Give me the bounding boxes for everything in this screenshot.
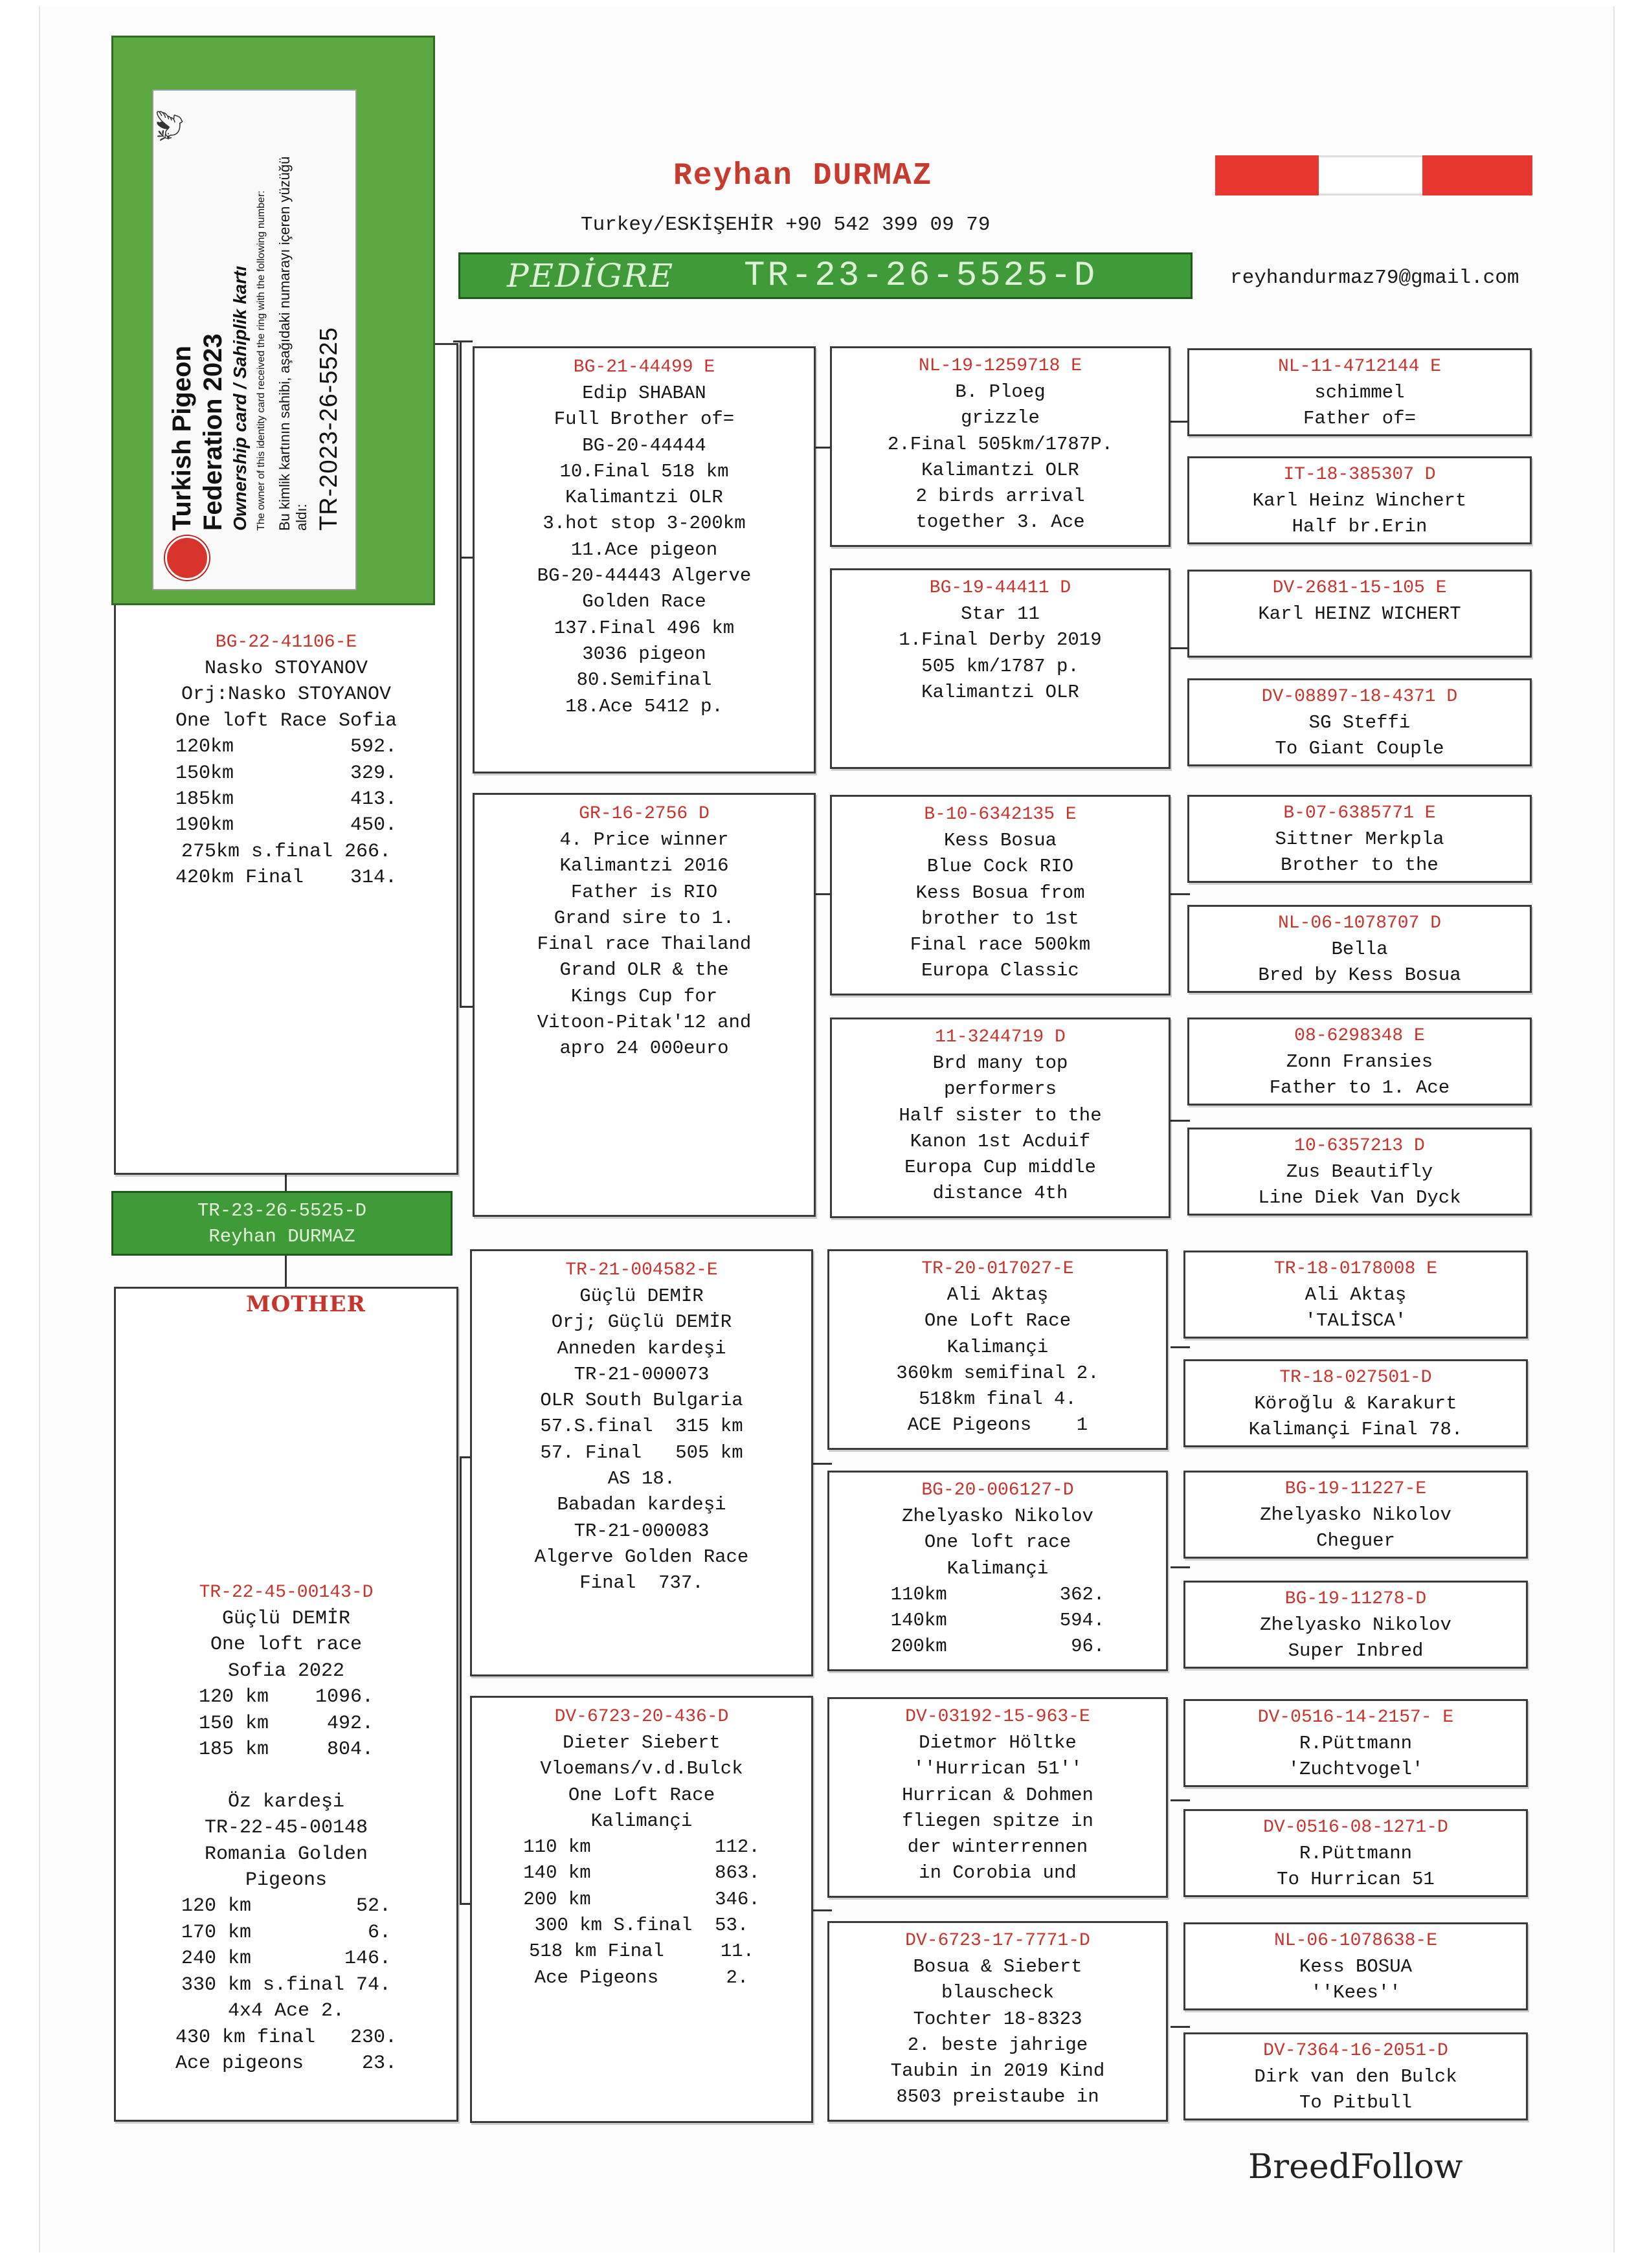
ancestor-box bbox=[1187, 1017, 1532, 1106]
grandparent-ring: DV-6723-20-436-D bbox=[554, 1707, 729, 1727]
detail-line: Ali Aktaş bbox=[947, 1284, 1049, 1306]
ancestor-details bbox=[1189, 827, 1530, 879]
pigeon-icon: 🕊 bbox=[156, 109, 185, 142]
ancestor-ring: BG-19-11278-D bbox=[1284, 1589, 1427, 1609]
detail-line: Father is RIO bbox=[570, 881, 718, 903]
flag-stripe bbox=[1422, 155, 1532, 195]
detail-line: 137.Final 496 km bbox=[554, 617, 735, 639]
detail-line: 170 km 6. bbox=[181, 1921, 392, 1944]
detail-line: Zhelyasko Nikolov bbox=[902, 1506, 1093, 1527]
subject-box bbox=[111, 1191, 453, 1256]
detail-line: fliegen spitze in bbox=[902, 1810, 1093, 1832]
detail-line: Full Brother of= bbox=[554, 408, 735, 430]
ancestor-ring: DV-0516-08-1271-D bbox=[1263, 1818, 1448, 1838]
great-grandparent-ring: B-10-6342135 E bbox=[924, 805, 1077, 825]
connector-line bbox=[460, 557, 474, 559]
ancestor-details bbox=[1189, 601, 1530, 627]
detail-line: blauscheck bbox=[941, 1982, 1055, 2004]
detail-line: Karl Heinz Winchert bbox=[1252, 490, 1467, 511]
detail-line: 2.Final 505km/1787P. bbox=[887, 433, 1114, 455]
detail-line: Ace Pigeons 2. bbox=[534, 1966, 749, 1988]
detail-line: R.Püttmann bbox=[1299, 1843, 1413, 1864]
grandparent-box bbox=[470, 1249, 813, 1676]
ancestor-details bbox=[1185, 1282, 1526, 1335]
detail-line: Grand OLR & the bbox=[559, 959, 729, 981]
mother-details bbox=[116, 1606, 456, 2076]
ancestor-box bbox=[1183, 1471, 1528, 1559]
detail-line: Ace pigeons 23. bbox=[175, 2052, 398, 2074]
detail-line: Grand sire to 1. bbox=[554, 907, 735, 929]
great-grandparent-box bbox=[830, 568, 1171, 769]
connector-line bbox=[1171, 2026, 1190, 2028]
grandparent-details bbox=[475, 827, 814, 1062]
detail-line: Final 737. bbox=[579, 1572, 704, 1594]
great-grandparent-details bbox=[832, 379, 1169, 536]
connector-line bbox=[1171, 893, 1190, 895]
detail-line: OLR South Bulgaria bbox=[540, 1390, 743, 1412]
ancestor-ring: TR-18-027501-D bbox=[1279, 1368, 1432, 1388]
detail-line: 505 km/1787 p. bbox=[921, 655, 1079, 677]
detail-line: R.Püttmann bbox=[1299, 1733, 1413, 1754]
detail-line: 80.Semifinal bbox=[576, 669, 712, 691]
ancestor-box bbox=[1187, 905, 1532, 993]
detail-line: schimmel bbox=[1314, 382, 1405, 403]
grandparent-ring: GR-16-2756 D bbox=[579, 804, 710, 824]
connector-line bbox=[1171, 1566, 1190, 1568]
detail-line: 518km final 4. bbox=[919, 1388, 1077, 1410]
father-ring: BG-22-41106-E bbox=[215, 632, 357, 652]
ancestor-ring: NL-06-1078707 D bbox=[1277, 913, 1442, 933]
detail-line: TR-21-000083 bbox=[574, 1520, 710, 1542]
detail-line: 110km 362. bbox=[890, 1583, 1105, 1605]
ancestor-box bbox=[1187, 795, 1532, 883]
grandparent-box bbox=[473, 793, 816, 1217]
detail-line: Vitoon-Pitak'12 and bbox=[537, 1012, 752, 1034]
detail-line: 57. Final 505 km bbox=[540, 1441, 743, 1463]
detail-line: Cheguer bbox=[1316, 1530, 1395, 1552]
great-grandparent-ring: BG-20-006127-D bbox=[921, 1480, 1074, 1500]
ancestor-ring: B-07-6385771 E bbox=[1283, 803, 1436, 823]
detail-line: Anneden kardeşi bbox=[557, 1337, 726, 1359]
ancestor-box bbox=[1183, 1251, 1528, 1339]
ancestor-details bbox=[1189, 380, 1530, 432]
ownership-card bbox=[111, 36, 435, 605]
detail-line: 3.hot stop 3-200km bbox=[543, 513, 746, 535]
great-grandparent-ring: TR-20-017027-E bbox=[921, 1259, 1074, 1279]
detail-line: 430 km final 230. bbox=[175, 2026, 398, 2049]
ancestor-details bbox=[1189, 937, 1530, 989]
detail-line: 150km 329. bbox=[175, 762, 398, 784]
detail-line: Final race Thailand bbox=[537, 933, 752, 955]
detail-line: Half br.Erin bbox=[1292, 516, 1428, 538]
grandparent-box bbox=[473, 346, 816, 773]
ancestor-ring: DV-7364-16-2051-D bbox=[1263, 2041, 1448, 2061]
great-grandparent-box bbox=[827, 1249, 1168, 1450]
detail-line: Blue Cock RIO bbox=[926, 856, 1074, 878]
connector-line bbox=[285, 1173, 287, 1192]
detail-line: Brd many top bbox=[932, 1052, 1068, 1074]
ancestor-ring: 10-6357213 D bbox=[1294, 1136, 1425, 1156]
detail-line: Köroğlu & Karakurt bbox=[1254, 1393, 1457, 1414]
detail-line: ''Hurrican 51'' bbox=[913, 1758, 1082, 1780]
mother-box bbox=[114, 1287, 458, 2122]
detail-line: 140km 594. bbox=[890, 1610, 1105, 1632]
detail-line: Dietmor Höltke bbox=[919, 1732, 1077, 1753]
connector-line bbox=[812, 1463, 832, 1465]
detail-line: Golden Race bbox=[582, 591, 706, 613]
detail-line: 330 km s.final 74. bbox=[181, 1973, 392, 1996]
detail-line: Line Diek Van Dyck bbox=[1258, 1187, 1461, 1209]
detail-line: performers bbox=[943, 1078, 1057, 1100]
pedigree-word: PEDİGRE bbox=[507, 257, 675, 295]
detail-line: Zhelyasko Nikolov bbox=[1260, 1614, 1451, 1636]
great-grandparent-details bbox=[829, 1730, 1166, 1887]
flag-stripe bbox=[1215, 155, 1319, 195]
detail-line: 120 km 1096. bbox=[198, 1686, 374, 1709]
detail-line: 1.Final Derby 2019 bbox=[899, 629, 1102, 651]
great-grandparent-box bbox=[827, 1697, 1168, 1898]
ancestor-ring: BG-19-11227-E bbox=[1284, 1479, 1427, 1499]
great-grandparent-ring: NL-19-1259718 E bbox=[918, 356, 1082, 376]
card-note-en: The owner of this identity card received the ring with the following number: bbox=[256, 190, 267, 531]
detail-line: der winterrennen bbox=[907, 1836, 1088, 1858]
detail-line: Kalimançi bbox=[947, 1557, 1049, 1579]
ancestor-ring: NL-06-1078638-E bbox=[1273, 1931, 1438, 1951]
detail-line: B. Ploeg bbox=[955, 381, 1046, 403]
detail-line: Taubin in 2019 Kind bbox=[890, 2060, 1105, 2082]
grandparent-box bbox=[470, 1696, 813, 2123]
detail-line: 4x4 Ace 2. bbox=[227, 2000, 345, 2023]
ancestor-details bbox=[1185, 1841, 1526, 1893]
detail-line: To Giant Couple bbox=[1275, 738, 1444, 760]
detail-line: Nasko STOYANOV bbox=[204, 658, 368, 680]
detail-line: 140 km 863. bbox=[523, 1862, 760, 1884]
detail-line: AS 18. bbox=[607, 1468, 676, 1490]
detail-line: Kalimantzi OLR bbox=[921, 681, 1079, 703]
turkey-flag-icon bbox=[1215, 155, 1532, 195]
detail-line: Father to 1. Ace bbox=[1269, 1077, 1450, 1099]
owner-name: Reyhan DURMAZ bbox=[673, 159, 933, 194]
ancestor-details bbox=[1185, 1954, 1526, 2007]
detail-line: Kalimantzi OLR bbox=[921, 459, 1079, 481]
detail-line: One loft race bbox=[210, 1634, 363, 1656]
detail-line: Dirk van den Bulck bbox=[1254, 2066, 1457, 2087]
ancestor-details bbox=[1185, 1391, 1526, 1443]
flag-stripe bbox=[1319, 155, 1422, 195]
detail-line: 185 km 804. bbox=[198, 1739, 374, 1761]
detail-line: 11.Ace pigeon bbox=[570, 539, 718, 561]
great-grandparent-box bbox=[830, 795, 1171, 995]
detail-line: 4. Price winner bbox=[559, 829, 729, 850]
owner-email: reyhandurmaz79@gmail.com bbox=[1230, 267, 1519, 289]
grandparent-ring: BG-21-44499 E bbox=[573, 357, 715, 377]
father-details bbox=[116, 656, 456, 891]
ownership-card-panel bbox=[152, 89, 357, 590]
detail-line: distance 4th bbox=[932, 1183, 1068, 1205]
detail-line: Güçlü DEMİR bbox=[579, 1285, 704, 1307]
detail-line: TR-22-45-00148 bbox=[204, 1817, 368, 1840]
ancestor-box bbox=[1183, 1359, 1528, 1447]
detail-line: Kess Bosua bbox=[943, 830, 1057, 851]
ancestor-ring: IT-18-385307 D bbox=[1283, 465, 1436, 485]
detail-line: 518 km Final 11. bbox=[528, 1940, 755, 1962]
detail-line: Hurrican & Dohmen bbox=[902, 1784, 1093, 1806]
detail-line: 200 km 346. bbox=[523, 1888, 760, 1910]
detail-line: Zus Beautifly bbox=[1286, 1161, 1433, 1183]
ancestor-details bbox=[1189, 488, 1530, 540]
great-grandparent-details bbox=[832, 1051, 1169, 1207]
detail-line: Güçlü DEMİR bbox=[221, 1608, 351, 1630]
grandparent-details bbox=[472, 1284, 811, 1597]
subject-owner: Reyhan DURMAZ bbox=[208, 1226, 355, 1247]
grandparent-details bbox=[472, 1730, 811, 1991]
great-grandparent-ring: DV-6723-17-7771-D bbox=[905, 1931, 1090, 1951]
detail-line: Pigeons bbox=[245, 1869, 328, 1892]
connector-line bbox=[285, 1254, 287, 1287]
ancestor-box bbox=[1183, 1581, 1528, 1669]
connector-line bbox=[812, 1909, 832, 1911]
detail-line: Orj:Nasko STOYANOV bbox=[181, 684, 392, 706]
detail-line: 57.S.final 315 km bbox=[540, 1416, 743, 1438]
ancestor-box bbox=[1183, 1809, 1528, 1897]
great-grandparent-details bbox=[832, 828, 1169, 984]
owner-contact: Turkey/ESKİŞEHİR +90 542 399 09 79 bbox=[581, 214, 991, 236]
detail-line: 240 km 146. bbox=[181, 1948, 392, 1970]
detail-line: Star 11 bbox=[961, 603, 1040, 625]
detail-line: 8503 preistaube in bbox=[896, 2086, 1099, 2108]
detail-line: together 3. Ace bbox=[915, 511, 1085, 533]
detail-line: Edip SHABAN bbox=[582, 383, 706, 404]
detail-line: 10.Final 518 km bbox=[559, 460, 729, 482]
mother-ring: TR-22-45-00143-D bbox=[199, 1583, 374, 1603]
detail-line: Kalimantzi 2016 bbox=[559, 855, 729, 877]
grandparent-ring: TR-21-004582-E bbox=[565, 1260, 718, 1280]
great-grandparent-details bbox=[829, 1504, 1166, 1660]
ancestor-box bbox=[1183, 1922, 1528, 2010]
detail-line: Tochter 18-8323 bbox=[913, 2008, 1082, 2030]
detail-line: Brother to the bbox=[1281, 854, 1439, 876]
ancestor-details bbox=[1189, 1049, 1530, 1102]
card-subtitle: Ownership card / Sahiplik kartı bbox=[230, 265, 250, 531]
ancestor-ring: NL-11-4712144 E bbox=[1277, 357, 1442, 377]
great-grandparent-details bbox=[832, 601, 1169, 706]
detail-line: 2. beste jahrige bbox=[907, 2034, 1088, 2056]
great-grandparent-box bbox=[827, 1471, 1168, 1671]
detail-line: 420km Final 314. bbox=[175, 867, 398, 889]
connector-line bbox=[1171, 1120, 1190, 1122]
detail-line: SG Steffi bbox=[1308, 712, 1411, 733]
subject-ring: TR-23-26-5525-D bbox=[197, 1200, 367, 1221]
ancestor-box bbox=[1183, 2032, 1528, 2120]
detail-line: Kalimançi Final 78. bbox=[1248, 1419, 1463, 1441]
mother-label: MOTHER bbox=[246, 1291, 366, 1317]
card-ring-number: TR-2023-26-5525 bbox=[315, 327, 342, 531]
great-grandparent-details bbox=[829, 1282, 1166, 1439]
detail-line: Babadan kardeşi bbox=[557, 1494, 726, 1516]
detail-line bbox=[116, 1762, 456, 1788]
connector-line bbox=[460, 1006, 474, 1008]
great-grandparent-box bbox=[830, 346, 1171, 547]
detail-line: Kess Bosua from bbox=[915, 882, 1085, 904]
detail-line: Final race 500km bbox=[910, 934, 1091, 956]
detail-line: Algerve Golden Race bbox=[534, 1546, 749, 1568]
ancestor-box bbox=[1183, 1699, 1528, 1787]
detail-line: 360km semifinal 2. bbox=[896, 1362, 1099, 1384]
ancestor-details bbox=[1189, 710, 1530, 762]
ancestor-box bbox=[1187, 456, 1532, 544]
ancestor-details bbox=[1185, 1612, 1526, 1665]
detail-line: 3036 pigeon bbox=[582, 643, 706, 665]
great-grandparent-box bbox=[827, 1921, 1168, 2122]
detail-line: 190km 450. bbox=[175, 814, 398, 837]
detail-line: One loft Race Sofia bbox=[175, 709, 398, 732]
great-grandparent-details bbox=[829, 1954, 1166, 2111]
connector-line bbox=[453, 340, 473, 342]
detail-line: Orj; Güçlü DEMİR bbox=[551, 1311, 732, 1333]
great-grandparent-ring: 11-3244719 D bbox=[935, 1027, 1066, 1047]
detail-line: brother to 1st bbox=[921, 907, 1079, 929]
great-grandparent-ring: DV-03192-15-963-E bbox=[905, 1707, 1090, 1727]
detail-line: Zhelyasko Nikolov bbox=[1260, 1504, 1451, 1526]
pedigree-ring: TR-23-26-5525-D bbox=[744, 256, 1098, 296]
detail-line: 'Zuchtvogel' bbox=[1288, 1759, 1424, 1781]
ancestor-box bbox=[1187, 570, 1532, 658]
detail-line: 200km 96. bbox=[890, 1636, 1105, 1658]
federation-seal-icon bbox=[165, 536, 209, 580]
detail-line: 18.Ace 5412 p. bbox=[565, 695, 723, 717]
connector-line bbox=[460, 340, 462, 1007]
ancestor-details bbox=[1185, 1731, 1526, 1783]
detail-line: BG-20-44443 Algerve bbox=[537, 565, 752, 587]
detail-line: BG-20-44444 bbox=[582, 434, 706, 456]
detail-line: 185km 413. bbox=[175, 788, 398, 811]
detail-line: 120 km 52. bbox=[181, 1895, 392, 1918]
ancestor-box bbox=[1187, 348, 1532, 436]
detail-line: One Loft Race bbox=[568, 1784, 715, 1806]
detail-line: Sofia 2022 bbox=[227, 1660, 345, 1682]
detail-line: To Hurrican 51 bbox=[1277, 1869, 1435, 1891]
detail-line: Half sister to the bbox=[899, 1104, 1102, 1126]
detail-line: apro 24 000euro bbox=[559, 1038, 729, 1060]
detail-line: Dieter Siebert bbox=[563, 1732, 721, 1753]
detail-line: Europa Classic bbox=[921, 960, 1079, 982]
detail-line: Father of= bbox=[1303, 408, 1417, 430]
detail-line: TR-21-000073 bbox=[574, 1363, 710, 1385]
detail-line: ''Kees'' bbox=[1310, 1982, 1401, 2004]
ancestor-details bbox=[1189, 1159, 1530, 1212]
detail-line: 120km 592. bbox=[175, 736, 398, 759]
detail-line: One Loft Race bbox=[924, 1310, 1071, 1332]
detail-line: One loft race bbox=[924, 1531, 1071, 1553]
great-grandparent-box bbox=[830, 1017, 1171, 1218]
ancestor-box bbox=[1187, 678, 1532, 766]
detail-line: Kalimançi bbox=[590, 1810, 693, 1832]
connector-line bbox=[1171, 1799, 1190, 1801]
detail-line: Romania Golden bbox=[204, 1843, 368, 1865]
ancestor-ring: DV-08897-18-4371 D bbox=[1261, 687, 1458, 707]
detail-line: Bred by Kess Bosua bbox=[1258, 964, 1461, 986]
detail-line: Kanon 1st Acduif bbox=[910, 1130, 1091, 1152]
connector-line bbox=[1171, 1346, 1190, 1348]
detail-line: 150 km 492. bbox=[198, 1712, 374, 1735]
detail-line: 110 km 112. bbox=[523, 1836, 760, 1858]
detail-line: Kings Cup for bbox=[570, 985, 718, 1007]
card-title: Turkish Pigeon Federation 2023 bbox=[168, 333, 227, 531]
ancestor-details bbox=[1185, 1502, 1526, 1555]
ancestor-ring: DV-2681-15-105 E bbox=[1272, 578, 1447, 598]
detail-line: Öz kardeşi bbox=[227, 1790, 345, 1813]
detail-line: Europa Cup middle bbox=[904, 1157, 1096, 1179]
ancestor-ring: DV-0516-14-2157- E bbox=[1257, 1707, 1454, 1728]
detail-line: Bella bbox=[1331, 939, 1388, 960]
detail-line: ACE Pigeons 1 bbox=[907, 1414, 1088, 1436]
detail-line: Zonn Fransies bbox=[1286, 1051, 1433, 1073]
detail-line: Bosua & Siebert bbox=[913, 1956, 1082, 1977]
detail-line: 300 km S.final 53. bbox=[534, 1915, 749, 1937]
ancestor-ring: TR-18-0178008 E bbox=[1273, 1259, 1438, 1279]
detail-line: in Corobia und bbox=[919, 1862, 1077, 1884]
detail-line: 2 birds arrival bbox=[915, 485, 1085, 507]
pedigree-title-bar bbox=[458, 252, 1193, 299]
detail-line: Kalimantzi OLR bbox=[565, 487, 723, 509]
great-grandparent-ring: BG-19-44411 D bbox=[929, 578, 1071, 598]
detail-line: 'TALİSCA' bbox=[1305, 1310, 1407, 1332]
detail-line: Karl HEINZ WICHERT bbox=[1258, 603, 1461, 625]
detail-line: To Pitbull bbox=[1299, 2092, 1413, 2114]
detail-line: Ali Aktaş bbox=[1305, 1284, 1407, 1306]
ancestor-box bbox=[1187, 1128, 1532, 1216]
detail-line: grizzle bbox=[961, 407, 1040, 429]
detail-line: Vloemans/v.d.Bulck bbox=[540, 1758, 743, 1780]
breedfollow-logo: BreedFollow bbox=[1248, 2148, 1463, 2186]
detail-line: Super Inbred bbox=[1288, 1640, 1424, 1662]
detail-line: 275km s.final 266. bbox=[181, 840, 392, 863]
detail-line: Kalimançi bbox=[947, 1336, 1049, 1358]
ancestor-details bbox=[1185, 2064, 1526, 2117]
detail-line: Kess BOSUA bbox=[1299, 1956, 1413, 1977]
connector-line bbox=[460, 1456, 462, 1903]
detail-line: Sittner Merkpla bbox=[1275, 828, 1444, 850]
ancestor-ring: 08-6298348 E bbox=[1294, 1026, 1425, 1046]
grandparent-details bbox=[475, 381, 814, 720]
ownership-card-content bbox=[153, 91, 355, 589]
card-note-tr: Bu kimlik kartının sahibi, aşağıdaki numarayı içeren yüzüğü aldı: bbox=[276, 156, 309, 531]
